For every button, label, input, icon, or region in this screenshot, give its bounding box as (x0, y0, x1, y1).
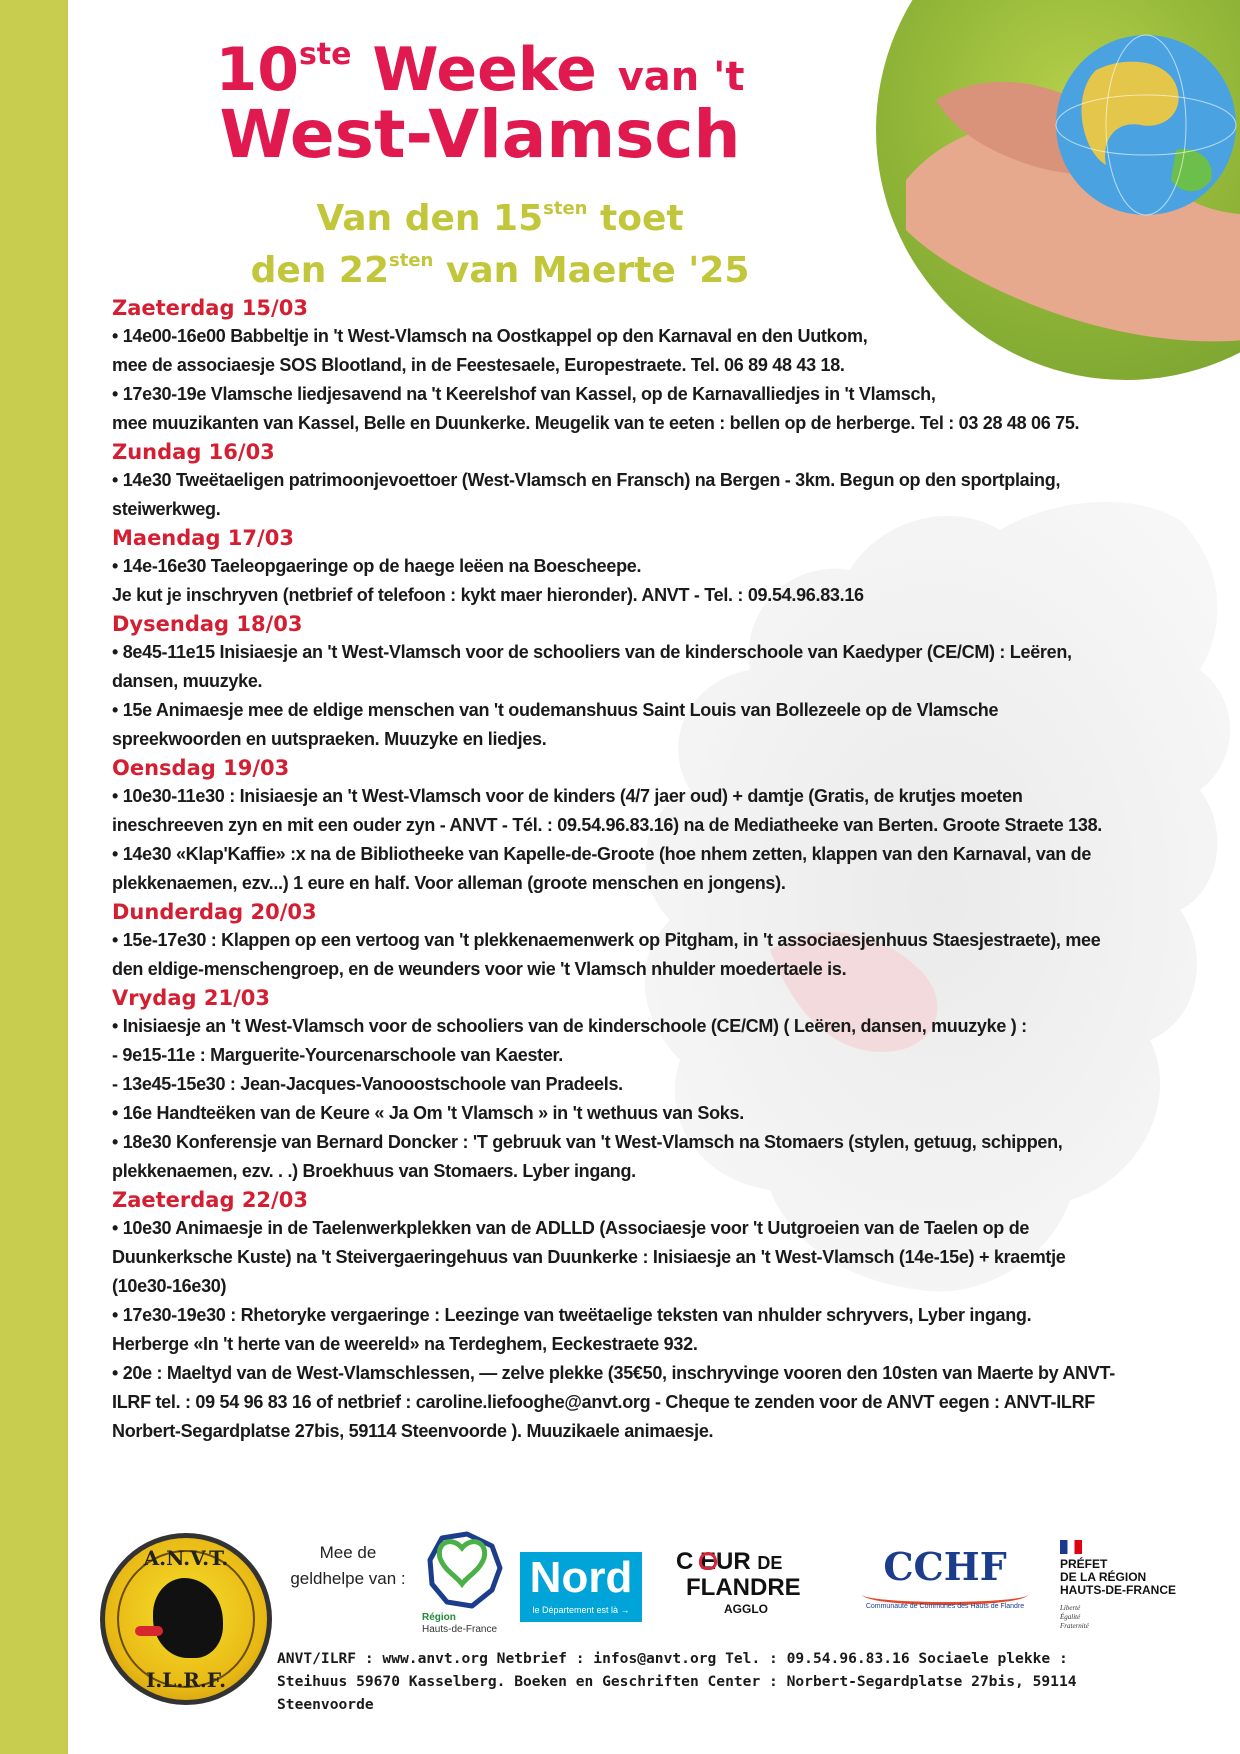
marianne-flag-icon (1060, 1540, 1082, 1554)
prefet-motto-line: Égalité (1060, 1613, 1081, 1621)
event-line: mee de associaesje SOS Blootland, in de Feestesaele, Europestraete. Tel. 06 89 48 43 18. (112, 355, 845, 375)
prefet-text-line: HAUTS-DE-FRANCE (1060, 1583, 1176, 1597)
region-label-line: Hauts-de-France (422, 1624, 498, 1635)
prefet-motto (1060, 1604, 1089, 1631)
event-line: - 9e15-11e : Marguerite-Yourcenarschoole van Kaester. (112, 1045, 563, 1065)
event-line: Herberge «In 't herte van de weereld» na Terdeghem, Eeckestraete 932. (112, 1334, 698, 1354)
day-block (112, 610, 1172, 754)
prefet-text (1060, 1558, 1176, 1597)
day-block (112, 438, 1172, 524)
event-line: ineschreeven zyn en mit een ouder zyn - ANVT - Tél. : 09.54.96.83.16) na de Mediatheeke van Berten. Groote Straete 138. (112, 815, 1103, 835)
event-line: • 18e30 Konferensje van Bernard Doncker : 'T gebruuk van 't West-Vlamsch na Stomaers (stylen, getuug, schippen, (112, 1132, 1063, 1152)
contact-info (277, 1647, 1197, 1716)
event-line: • 14e30 «Klap'Kaffie» :x na de Bibliotheeke van Kapelle-de-Groote (hoe nhem zetten, klappen van den Karnaval, van de (112, 844, 1092, 864)
coeur-logo-de: DE (757, 1553, 783, 1573)
support-label-line: Mee de (319, 1543, 377, 1562)
nord-logo-text: Nord (529, 1553, 633, 1602)
event-line: mee muuzikanten van Kassel, Belle en Duunkerke. Meugelik van te eeten : bellen op de herberge. Tel : 03 28 48 06 75. (112, 413, 1080, 433)
contact-line: Steenvoorde (277, 1696, 374, 1713)
event-line: • 15e Animaesje mee de eldige menschen van 't oudemanshuus Saint Louis van Bollezeele op de Vlamsche (112, 700, 999, 720)
title-word-weeke: Weeke (372, 35, 597, 105)
event-line: dansen, muuzyke. (112, 671, 263, 691)
event-line: • 8e45-11e15 Inisiaesje an 't West-Vlamsch voor de schooliers van de kinderschoole van Kaedyper (CE/CM) : Leëren, (112, 642, 1072, 662)
prefet-text-line: PRÉFET (1060, 1557, 1108, 1571)
title-line-2: West-Vlamsch (219, 96, 741, 173)
logo-text-top: A.N.V.T. (143, 1546, 229, 1570)
prefet-motto-line: Liberté (1060, 1604, 1081, 1612)
event-line: • 14e-16e30 Taeleopgaeringe op de haege leëen na Boescheepe. (112, 556, 642, 576)
prefet-text-line: DE LA RÉGION (1060, 1570, 1147, 1584)
event-line: Duunkerksche Kuste) na 't Steivergaeringehuus van Duunkerke : Inisiaesje an 't West-Vlamsch (14e-15e) + kraemtje (112, 1247, 1066, 1267)
region-label (422, 1612, 532, 1636)
subtitle-sup: sten (543, 198, 588, 219)
day-block (112, 524, 1172, 610)
prefet-motto-line: Fraternité (1060, 1622, 1089, 1630)
anvt-logo (100, 1533, 272, 1705)
day-block (112, 984, 1172, 1186)
event-line: • Inisiaesje an 't West-Vlamsch voor de schooliers van de kinderschoole (CE/CM) ( Leëren, dansen, muuzyke ) : (112, 1016, 1027, 1036)
event-line: • 15e-17e30 : Klappen op een vertoog van 't plekkenaemenwerk op Pitgham, in 't associaesjenhuus Staesjestraete), mee (112, 930, 1101, 950)
event-line: • 17e30-19e Vlamsche liedjesavend na 't Keerelshof van Kassel, op de Karnavalliedjes in 't Vlamsch, (112, 384, 936, 404)
coeur-logo-word: C EUR (676, 1548, 751, 1575)
event-line: ILRF tel. : 09 54 96 83 16 of netbrief : caroline.liefooghe@anvt.org - Cheque te zenden voor de ANVT eegen : ANVT-ILRF (112, 1392, 1095, 1412)
day-block (112, 294, 1172, 438)
event-line: Je kut je inschryven (netbrief of telefoon : kykt maer hieronder). ANVT - Tel. : 09.54.96.83.16 (112, 585, 864, 605)
lion-tongue-icon (135, 1626, 163, 1636)
region-map-icon (422, 1528, 508, 1612)
coeur-de-flandre-logo (676, 1548, 854, 1618)
program-list (112, 294, 1172, 1446)
event-line: Norbert-Segardplatse 27bis, 59114 Steenvoorde ). Muuzikaele animaesje. (112, 1421, 714, 1441)
event-line: spreekwoorden en uutspraeken. Muuzyke en liedjes. (112, 729, 547, 749)
contact-line: ANVT/ILRF : www.anvt.org Netbrief : infos@anvt.org Tel. : 09.54.96.83.16 Sociaele plekke : (277, 1650, 1068, 1667)
title-superscript: ste (298, 37, 352, 72)
coeur-logo-line1 (676, 1548, 782, 1577)
event-line: • 17e30-19e30 : Rhetoryke vergaeringe : Leezinge van tweëtaelige teksten van nhulder schryvers, Lyber ingang. (112, 1305, 1032, 1325)
region-label-line: Région (422, 1612, 456, 1623)
subtitle-part: den 22 (250, 250, 390, 291)
logo-text-bottom: I.L.R.F. (145, 1668, 227, 1692)
subtitle-part: van Maerte '25 (445, 250, 750, 291)
coeur-logo-line2: FLANDRE (686, 1574, 801, 1601)
day-title: Zaeterdag 15/03 (112, 296, 308, 320)
event-line: - 13e45-15e30 : Jean-Jacques-Vanooostschoole van Pradeels. (112, 1074, 623, 1094)
cchf-logo (862, 1546, 1028, 1618)
page-title (100, 35, 860, 173)
nord-logo (520, 1552, 642, 1622)
event-line: • 14e00-16e00 Babbeltje in 't West-Vlamsch na Oostkappel op den Karnaval en den Uutkom, (112, 326, 868, 346)
event-line: den eldige-menschengroep, en de weunders voor wie 't Vlamsch nhulder moedertaele is. (112, 959, 847, 979)
title-word-vant: van 't (617, 54, 745, 100)
day-block (112, 1186, 1172, 1446)
day-block (112, 754, 1172, 898)
contact-line: Steihuus 59670 Kasselberg. Boeken en Geschriften Center : Norbert-Segardplatse 27bis, 59114 (277, 1673, 1077, 1690)
event-line: • 10e30 Animaesje in de Taelenwerkplekken van de ADLLD (Associaesje voor 't Uutgroeien van de Taelen op de (112, 1218, 1030, 1238)
heart-icon (699, 1552, 717, 1570)
subtitle-part: Van den 15 (316, 198, 544, 239)
event-line: • 10e30-11e30 : Inisiaesje an 't West-Vlamsch voor de kinders (4/7 jaer oud) + damtje (Gratis, de krutjes moeten (112, 786, 1023, 806)
subtitle-sup: sten (389, 250, 434, 271)
subtitle-part: toet (600, 198, 684, 239)
cchf-logo-subtext: Communauté de Communes des Hauts de Flandre (865, 1603, 1025, 1610)
event-line: • 14e30 Tweëtaeligen patrimoonjevoettoer (West-Vlamsch en Fransch) na Bergen - 3km. Begun op den sportplaing, (112, 470, 1061, 490)
support-label-line: geldhelpe van : (290, 1569, 406, 1588)
region-hdf-logo (422, 1528, 508, 1635)
day-title: Maendag 17/03 (112, 526, 294, 550)
left-accent-bar (0, 0, 68, 1754)
day-title: Dysendag 18/03 (112, 612, 303, 636)
day-title: Zaeterdag 22/03 (112, 1188, 308, 1212)
support-label (288, 1540, 408, 1592)
prefet-logo (1060, 1540, 1200, 1630)
event-line: plekkenaemen, ezv...) 1 eure en half. Voor alleman (groote menschen en jongens). (112, 873, 786, 893)
cchf-logo-text: CCHF (883, 1544, 1007, 1589)
event-line: plekkenaemen, ezv. . .) Broekhuus van Stomaers. Lyber ingang. (112, 1161, 636, 1181)
event-line: steiwerkweg. (112, 499, 221, 519)
day-title: Dunderdag 20/03 (112, 900, 317, 924)
event-line: • 16e Handteëken van de Keure « Ja Om 't Vlamsch » in 't wethuus van Soks. (112, 1103, 744, 1123)
day-title: Vrydag 21/03 (112, 986, 270, 1010)
day-title: Oensdag 19/03 (112, 756, 290, 780)
coeur-logo-line3: AGGLO (724, 1602, 768, 1616)
event-line: (10e30-16e30) (112, 1276, 227, 1296)
nord-logo-tagline: le Département est là → (532, 1605, 630, 1615)
day-title: Zundag 16/03 (112, 440, 275, 464)
page-subtitle (150, 188, 850, 292)
title-number: 10 (215, 35, 299, 105)
event-line: • 20e : Maeltyd van de West-Vlamschlessen, — zelve plekke (35€50, inschryvinge vooren den 10sten van Maerte by ANVT- (112, 1363, 1115, 1383)
day-block (112, 898, 1172, 984)
